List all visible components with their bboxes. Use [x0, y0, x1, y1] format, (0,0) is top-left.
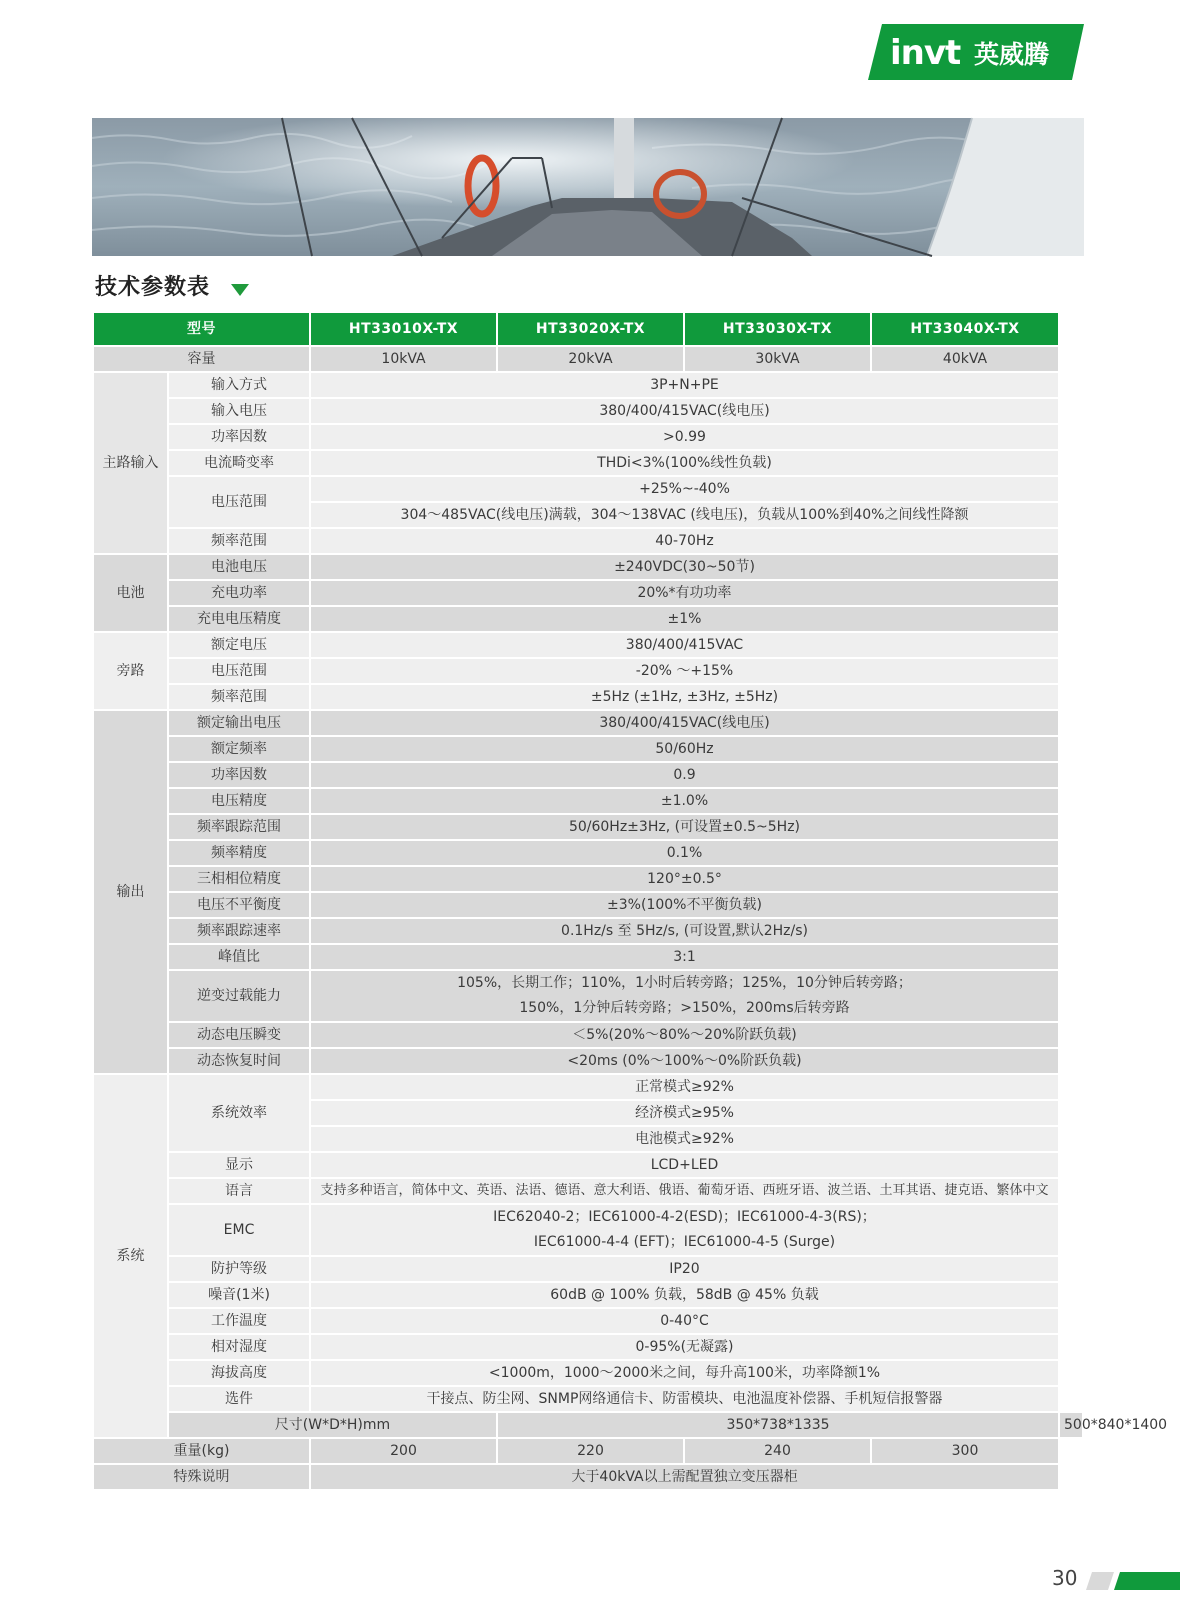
- row-label: 电压范围: [169, 659, 309, 683]
- row-label: 海拔高度: [169, 1361, 309, 1385]
- row-value: 0.1Hz/s 至 5Hz/s, (可设置,默认2Hz/s): [311, 919, 1058, 943]
- table-row: [94, 737, 1082, 761]
- table-row: [94, 633, 1082, 657]
- table-row: [94, 1075, 1082, 1099]
- row-value: 500*840*1400: [1060, 1413, 1082, 1437]
- logo-text: invt: [890, 33, 961, 73]
- table-row: [94, 1023, 1082, 1047]
- row-label: 显示: [169, 1153, 309, 1177]
- row-label: 语言: [169, 1179, 309, 1203]
- row-value-line: 150%，1分钟后转旁路；>150%，200ms后转旁路: [519, 1000, 850, 1016]
- table-row: [94, 945, 1082, 969]
- triangle-down-icon: [231, 284, 249, 296]
- model-header-cell: HT33010X-TX: [311, 313, 496, 345]
- row-label: 尺寸(W*D*H)mm: [169, 1413, 496, 1437]
- row-label: 三相相位精度: [169, 867, 309, 891]
- row-value: >0.99: [311, 425, 1058, 449]
- model-header-cell: HT33020X-TX: [498, 313, 683, 345]
- section-title: 技术参数表: [95, 275, 211, 300]
- row-value: 50/60Hz±3Hz, (可设置±0.5~5Hz): [311, 815, 1058, 839]
- table-row: [94, 711, 1082, 735]
- table-row: [94, 607, 1082, 631]
- table-row: [94, 1257, 1082, 1281]
- row-value: 380/400/415VAC: [311, 633, 1058, 657]
- row-value: +25%~-40%: [311, 477, 1058, 501]
- table-row: [94, 1283, 1082, 1307]
- row-label: 工作温度: [169, 1309, 309, 1333]
- row-label: 动态电压瞬变: [169, 1023, 309, 1047]
- group-label-system: 系统: [94, 1075, 167, 1437]
- row-label: 选件: [169, 1387, 309, 1411]
- row-value: ＜5%(20%～80%～20%阶跃负载): [311, 1023, 1058, 1047]
- row-label: 额定输出电压: [169, 711, 309, 735]
- row-label: 特殊说明: [94, 1465, 309, 1489]
- table-row: [94, 399, 1082, 423]
- capacity-cell: 20kVA: [498, 347, 683, 371]
- row-value: 0.1%: [311, 841, 1058, 865]
- weight-cell: 300: [872, 1439, 1058, 1463]
- row-value: 60dB @ 100% 负载，58dB @ 45% 负载: [311, 1283, 1058, 1307]
- sailboat-banner-image: [92, 118, 1084, 256]
- table-row: [94, 1361, 1082, 1385]
- table-row: [94, 1335, 1082, 1359]
- model-header-cell: HT33040X-TX: [872, 313, 1058, 345]
- row-label: 功率因数: [169, 425, 309, 449]
- row-label: 电池电压: [169, 555, 309, 579]
- row-label: 防护等级: [169, 1257, 309, 1281]
- row-value: 干接点、防尘网、SNMP网络通信卡、防雷模块、电池温度补偿器、手机短信报警器: [311, 1387, 1058, 1411]
- row-value: 正常模式≥92%: [311, 1075, 1058, 1099]
- model-header-cell: HT33030X-TX: [685, 313, 870, 345]
- row-value: -20% ～+15%: [311, 659, 1058, 683]
- group-label-bypass: 旁路: [94, 633, 167, 709]
- row-label: 峰值比: [169, 945, 309, 969]
- row-label: 频率范围: [169, 685, 309, 709]
- table-row: [94, 1413, 1082, 1437]
- table-row: [94, 373, 1082, 397]
- row-label: 频率跟踪范围: [169, 815, 309, 839]
- row-value: 0-40°C: [311, 1309, 1058, 1333]
- row-label: 电流畸变率: [169, 451, 309, 475]
- group-label-battery: 电池: [94, 555, 167, 631]
- table-row: [94, 1179, 1082, 1203]
- row-value: <20ms (0%～100%～0%阶跃负载): [311, 1049, 1058, 1073]
- row-label: 功率因数: [169, 763, 309, 787]
- row-value: <1000m，1000～2000米之间，每升高100米，功率降额1%: [311, 1361, 1058, 1385]
- spec-table: [92, 311, 1168, 1491]
- row-value: 120°±0.5°: [311, 867, 1058, 891]
- capacity-cell: 10kVA: [311, 347, 496, 371]
- row-value: 支持多种语言，简体中文、英语、法语、德语、意大利语、俄语、葡萄牙语、西班牙语、波兰语、土耳其语、捷克语、繁体中文: [311, 1179, 1058, 1203]
- table-row: [94, 763, 1082, 787]
- weight-cell: 220: [498, 1439, 683, 1463]
- page-corner-decoration: [1086, 1570, 1180, 1590]
- table-row: [94, 1153, 1082, 1177]
- capacity-cell: 30kVA: [685, 347, 870, 371]
- table-row: [94, 1205, 1082, 1255]
- capacity-cell: 40kVA: [872, 347, 1058, 371]
- row-label: 频率精度: [169, 841, 309, 865]
- row-value-line: 105%，长期工作；110%，1小时后转旁路；125%，10分钟后转旁路；: [457, 975, 912, 991]
- row-value: ±3%(100%不平衡负载): [311, 893, 1058, 917]
- row-value: IP20: [311, 1257, 1058, 1281]
- table-row: [94, 841, 1082, 865]
- table-row: [94, 347, 1082, 371]
- row-value: 3P+N+PE: [311, 373, 1058, 397]
- table-row: [94, 451, 1082, 475]
- row-label: 重量(kg): [94, 1439, 309, 1463]
- row-value-line: IEC61000-4-4 (EFT)；IEC61000-4-5 (Surge): [533, 1234, 836, 1250]
- row-value-line: IEC62040-2；IEC61000-4-2(ESD)；IEC61000-4-3(RS)；: [493, 1209, 876, 1225]
- row-value: 20%*有功功率: [311, 581, 1058, 605]
- row-label: EMC: [169, 1205, 309, 1255]
- row-value: ±1%: [311, 607, 1058, 631]
- row-label: 频率范围: [169, 529, 309, 553]
- table-row: [94, 477, 1082, 501]
- table-row: [94, 659, 1082, 683]
- row-value: [311, 971, 1058, 1021]
- row-value: LCD+LED: [311, 1153, 1058, 1177]
- table-row: [94, 789, 1082, 813]
- row-value: 大于40kVA以上需配置独立变压器柜: [311, 1465, 1058, 1489]
- invt-logo: [868, 24, 1084, 80]
- table-row: [94, 893, 1082, 917]
- table-row: [94, 425, 1082, 449]
- table-row: [94, 581, 1082, 605]
- table-row: [94, 1439, 1082, 1463]
- row-label: 动态恢复时间: [169, 1049, 309, 1073]
- row-value: 40-70Hz: [311, 529, 1058, 553]
- logo-cn: 英威腾: [974, 40, 1050, 69]
- row-label: 电压精度: [169, 789, 309, 813]
- row-label: 相对湿度: [169, 1335, 309, 1359]
- row-value: 380/400/415VAC(线电压): [311, 711, 1058, 735]
- row-value: [311, 1205, 1058, 1255]
- table-row: [94, 529, 1082, 553]
- table-row: [94, 1049, 1082, 1073]
- row-value: 0-95%(无凝露): [311, 1335, 1058, 1359]
- row-value: THDi<3%(100%线性负载): [311, 451, 1058, 475]
- row-label: 充电功率: [169, 581, 309, 605]
- row-label: 系统效率: [169, 1075, 309, 1151]
- table-header-row: [94, 313, 1082, 345]
- row-label: 频率跟踪速率: [169, 919, 309, 943]
- weight-cell: 240: [685, 1439, 870, 1463]
- table-row: [94, 919, 1082, 943]
- table-row: [94, 815, 1082, 839]
- row-value: 50/60Hz: [311, 737, 1058, 761]
- model-header-label: 型号: [94, 313, 309, 345]
- row-value: ±1.0%: [311, 789, 1058, 813]
- weight-cell: 200: [311, 1439, 496, 1463]
- table-row: [94, 867, 1082, 891]
- group-label-output: 输出: [94, 711, 167, 1073]
- row-label: 额定电压: [169, 633, 309, 657]
- row-value: 0.9: [311, 763, 1058, 787]
- row-label: 逆变过载能力: [169, 971, 309, 1021]
- row-value: 电池模式≥92%: [311, 1127, 1058, 1151]
- group-label-main-input: 主路输入: [94, 373, 167, 553]
- row-label: 容量: [94, 347, 309, 371]
- table-row: [94, 685, 1082, 709]
- row-label: 电压不平衡度: [169, 893, 309, 917]
- row-value: 350*738*1335: [498, 1413, 1058, 1437]
- table-row: [94, 555, 1082, 579]
- row-value: ±5Hz (±1Hz, ±3Hz, ±5Hz): [311, 685, 1058, 709]
- row-label: 充电电压精度: [169, 607, 309, 631]
- row-label: 额定频率: [169, 737, 309, 761]
- table-row: [94, 1309, 1082, 1333]
- row-value: 3:1: [311, 945, 1058, 969]
- row-label: 输入方式: [169, 373, 309, 397]
- page-number: 30: [1052, 1566, 1078, 1590]
- table-row: [94, 1465, 1082, 1489]
- row-value: 经济模式≥95%: [311, 1101, 1058, 1125]
- row-value: 304～485VAC(线电压)满载，304～138VAC (线电压)，负载从100%到40%之间线性降额: [311, 503, 1058, 527]
- row-label: 输入电压: [169, 399, 309, 423]
- table-row: [94, 971, 1082, 1021]
- table-row: [94, 1387, 1082, 1411]
- row-label: 噪音(1米): [169, 1283, 309, 1307]
- row-label: 电压范围: [169, 477, 309, 527]
- row-value: 380/400/415VAC(线电压): [311, 399, 1058, 423]
- row-value: ±240VDC(30~50节): [311, 555, 1058, 579]
